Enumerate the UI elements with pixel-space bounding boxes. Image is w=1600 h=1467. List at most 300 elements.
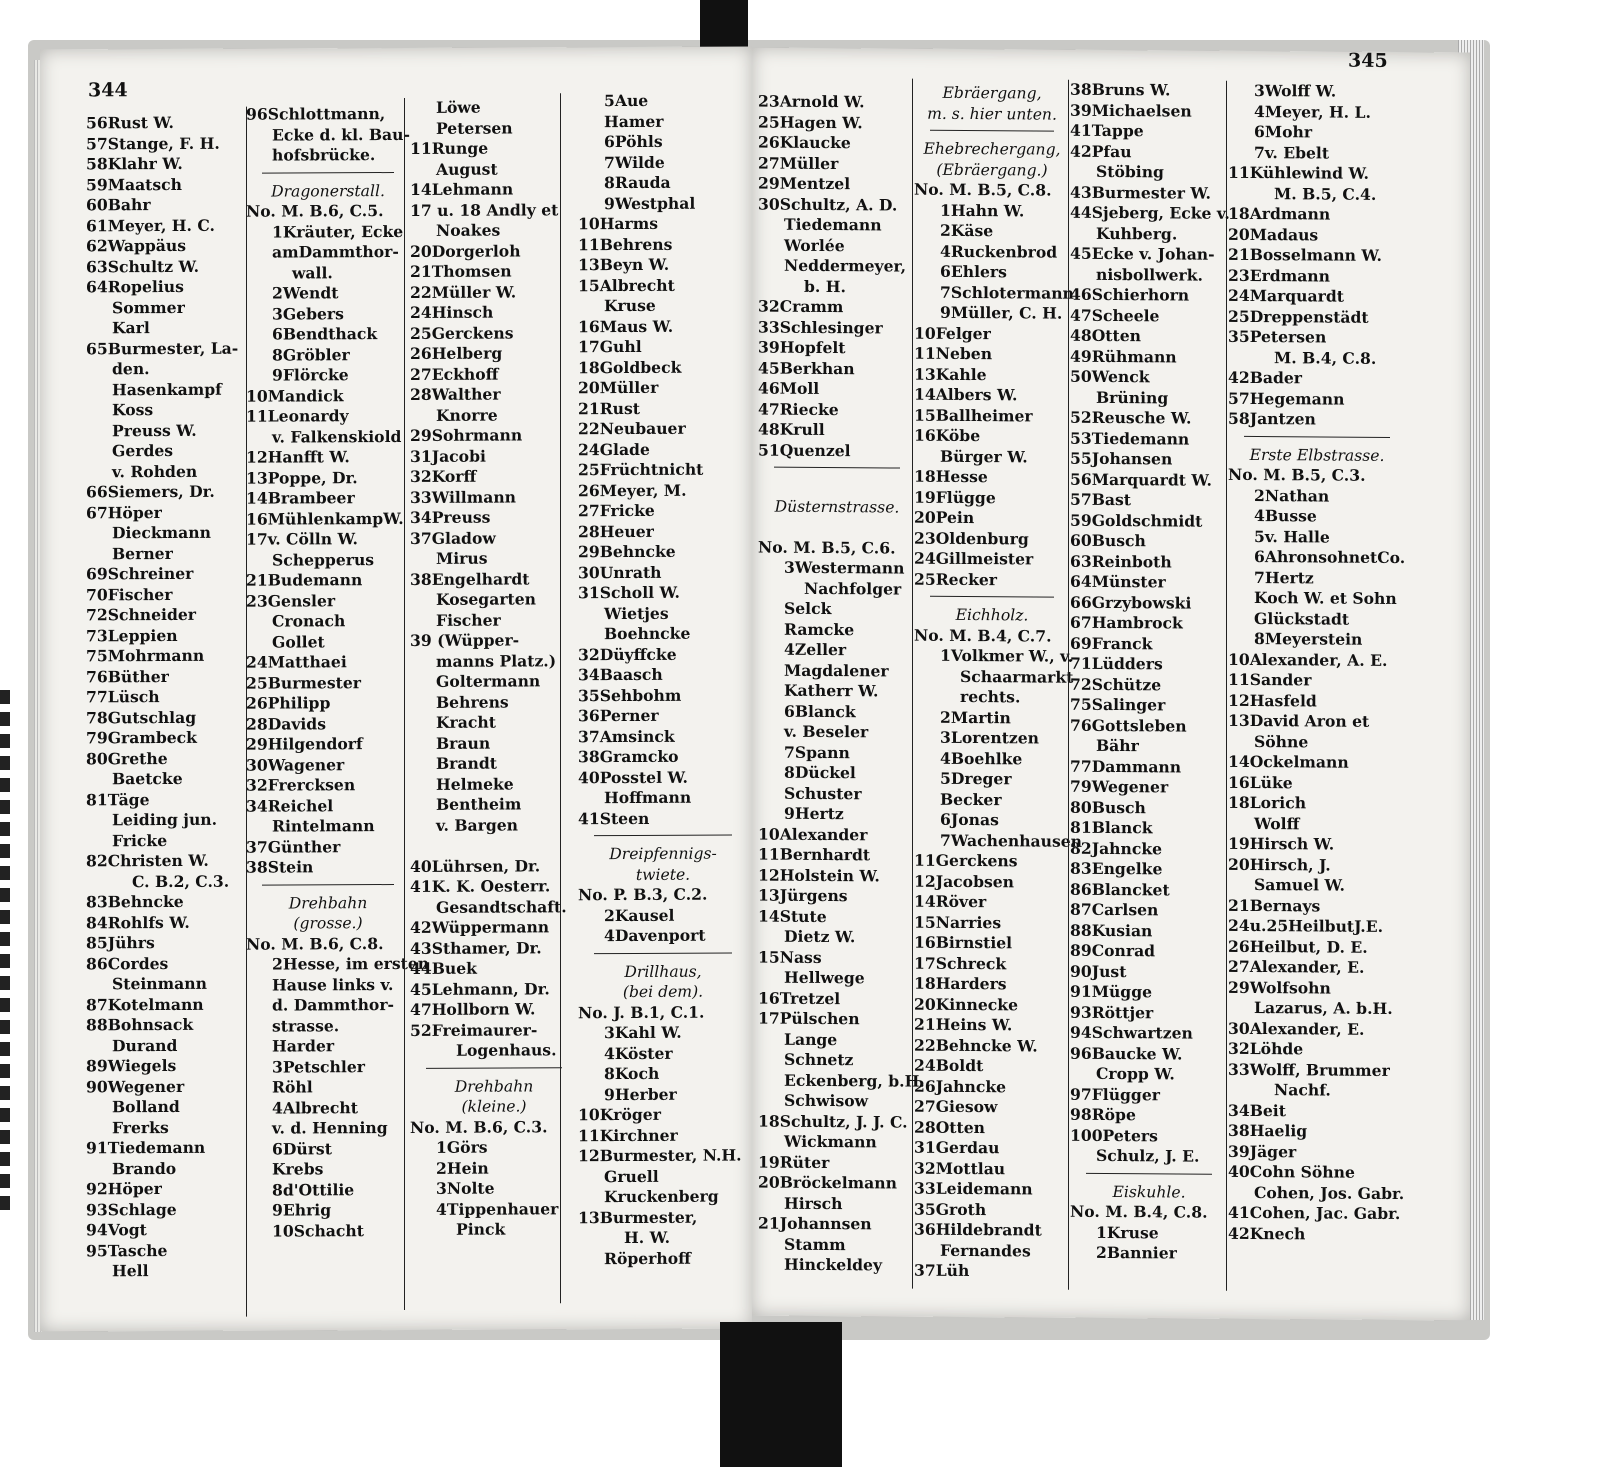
directory-entry: 33Leidemann	[914, 1178, 1033, 1199]
section-rule	[930, 130, 1054, 132]
directory-entry: 25Gerckens	[410, 322, 514, 343]
directory-entry: 16MühlenkampW.	[246, 508, 404, 529]
directory-entry: No. M. B.4, C.7.	[914, 625, 1052, 646]
directory-entry: 8Dückel	[784, 762, 856, 783]
directory-entry: 45Lehmann, Dr.	[410, 978, 550, 999]
directory-entry: 1Görs	[436, 1137, 488, 1157]
directory-entry: Ramcke	[784, 619, 855, 639]
directory-entry: 11Kühlewind W.	[1228, 162, 1369, 183]
directory-entry: 28Walther	[410, 384, 501, 404]
directory-entry: 13Beyn W.	[578, 254, 670, 275]
directory-entry: 4Tippenhauer	[436, 1198, 559, 1219]
directory-entry: 46Schierhorn	[1070, 284, 1190, 305]
column	[86, 113, 246, 1282]
directory-entry: 5Dreger	[940, 768, 1012, 789]
section-rule	[1244, 435, 1390, 437]
directory-entry: Bähr	[1096, 735, 1139, 756]
directory-entry: 25Früchtnicht	[578, 459, 704, 480]
directory-entry: Bürger W.	[940, 446, 1028, 466]
directory-entry: 52Freimaurer-	[410, 1019, 538, 1040]
directory-entry: 35Petersen	[1228, 326, 1327, 347]
directory-entry: d. Dammthor-	[272, 995, 395, 1015]
directory-entry: 2Hein	[436, 1158, 489, 1178]
directory-entry: Fischer	[436, 610, 501, 630]
directory-entry: 47Riecke	[758, 399, 839, 419]
directory-entry: 35Groth	[914, 1199, 987, 1219]
directory-entry: 6Bendthack	[272, 324, 378, 344]
directory-entry: 31Gerdau	[914, 1137, 1000, 1158]
section-rule	[594, 952, 732, 954]
right-page	[752, 47, 1470, 1320]
directory-entry: 72Schneider	[86, 604, 197, 625]
directory-entry: 100Peters	[1070, 1125, 1158, 1145]
directory-entry: 8Gröbler	[272, 344, 350, 365]
directory-entry: 80Busch	[1070, 797, 1146, 817]
directory-entry: 18Hesse	[914, 466, 988, 487]
directory-entry: 24Marquardt	[1228, 285, 1344, 306]
directory-entry: Selck	[784, 598, 832, 619]
directory-entry: 31Jacobi	[410, 446, 486, 466]
directory-entry: C. B.2, C.3.	[132, 871, 230, 891]
directory-entry: 23Gensler	[246, 590, 336, 611]
directory-entry: 4Davenport	[604, 925, 706, 946]
column	[1228, 81, 1406, 1245]
directory-entry: 43Burmester W.	[1070, 182, 1211, 203]
directory-entry: 75Salinger	[1070, 694, 1166, 715]
directory-entry: Steinmann	[112, 973, 207, 994]
column-divider	[246, 107, 247, 1317]
directory-entry: Logenhaus.	[456, 1040, 557, 1060]
directory-entry: Kruckenberg	[604, 1186, 719, 1207]
directory-entry: 38Gramcko	[578, 746, 679, 767]
directory-entry: 16Tretzel	[758, 988, 841, 1008]
directory-entry: 26Meyer, M.	[578, 480, 687, 500]
directory-entry: 94Vogt	[86, 1220, 147, 1240]
directory-entry: 24Boldt	[914, 1055, 984, 1076]
column	[578, 90, 748, 1269]
street-heading: Dragonerstall.	[271, 181, 385, 201]
directory-entry: 86Blancket	[1070, 879, 1170, 899]
directory-entry: 69Schreiner	[86, 563, 194, 584]
directory-entry: 44Buek	[410, 958, 477, 978]
directory-entry: 47Hollborn W.	[410, 999, 536, 1019]
directory-entry: nisbollwerk.	[1096, 264, 1203, 285]
directory-entry: 32Korff	[410, 466, 477, 486]
directory-entry: 38Engelhardt	[410, 568, 530, 589]
directory-entry: 60Bahr	[86, 195, 151, 215]
directory-entry: 94Schwartzen	[1070, 1022, 1193, 1043]
directory-entry: Cronach	[272, 611, 346, 631]
directory-entry: No. M. B.6, C.8.	[246, 933, 384, 954]
directory-entry: 20Kinnecke	[914, 994, 1018, 1014]
directory-entry: 52Reusche W.	[1070, 407, 1192, 428]
directory-entry: 32Frercksen	[246, 775, 356, 795]
directory-entry: Goltermann	[436, 671, 541, 691]
directory-entry: 25Hagen W.	[758, 112, 863, 132]
directory-entry: 10Mandick	[246, 385, 344, 406]
directory-entry: Stamm	[784, 1234, 846, 1254]
directory-entry: Frerks	[112, 1117, 169, 1137]
directory-entry: 1Kräuter, Ecke	[272, 221, 404, 242]
directory-entry: 91Mügge	[1070, 981, 1153, 1002]
directory-entry: Gesandtschaft.	[436, 896, 567, 917]
directory-entry: 91Tiedemann	[86, 1137, 206, 1158]
directory-entry: 33Willmann	[410, 486, 516, 507]
directory-entry: 78Gutschlag	[86, 707, 197, 727]
directory-entry: 7Wilde	[604, 152, 665, 172]
directory-entry: 13Kahle	[914, 364, 987, 384]
directory-entry: 20Pein	[914, 507, 975, 528]
directory-entry: Ecke d. kl. Bau-	[272, 124, 410, 145]
directory-entry: 58Jantzen	[1228, 408, 1316, 429]
directory-entry: 20Madaus	[1228, 224, 1319, 244]
directory-entry: 6Mohr	[1254, 121, 1313, 142]
directory-entry: 41K. K. Oesterr.	[410, 876, 551, 896]
street-heading: (grosse.)	[293, 914, 363, 933]
directory-entry: 37Gladow	[410, 528, 496, 548]
directory-entry: 4Köster	[604, 1043, 673, 1063]
directory-entry: 51Quenzel	[758, 440, 851, 460]
directory-entry: 83Behncke	[86, 891, 184, 912]
directory-entry: 1Volkmer W., v.	[940, 645, 1074, 666]
directory-entry: 26Heilbut, D. E.	[1228, 936, 1368, 957]
directory-entry: 11Behrens	[578, 234, 673, 254]
directory-entry: 20Bröckelmann	[758, 1172, 897, 1193]
directory-entry: 88Bohnsack	[86, 1014, 194, 1035]
directory-entry: 11Sander	[1228, 669, 1312, 690]
directory-entry: 21Heins W.	[914, 1014, 1013, 1035]
directory-entry: 56Rust W.	[86, 112, 174, 133]
directory-entry: b. H.	[804, 276, 846, 296]
directory-entry: 14Albers W.	[914, 384, 1018, 405]
directory-entry: Magdalener	[784, 660, 889, 680]
directory-entry: 18Lorich	[1228, 792, 1307, 813]
directory-entry: Fricke	[112, 830, 168, 850]
directory-entry: No. M. B.4, C.8.	[1070, 1201, 1208, 1222]
column-divider	[912, 79, 913, 1289]
section-rule	[774, 467, 900, 469]
directory-entry: 9Westphal	[604, 193, 696, 213]
directory-entry: Koch W. et Sohn	[1254, 587, 1397, 608]
directory-entry: 3Petschler	[272, 1056, 365, 1077]
directory-entry: 36Hildebrandt	[914, 1219, 1042, 1240]
directory-entry	[758, 476, 916, 498]
directory-entry: 39Michaelsen	[1070, 100, 1192, 121]
column-divider	[1226, 81, 1227, 1291]
directory-entry: 12Burmester, N.H.	[578, 1145, 742, 1166]
directory-entry: v. d. Henning	[272, 1118, 388, 1138]
directory-entry: Brando	[112, 1158, 177, 1178]
directory-entry: 12Holstein W.	[758, 865, 880, 885]
directory-entry: Hamer	[604, 111, 664, 131]
directory-entry: 90Just	[1070, 961, 1127, 981]
section-rule	[594, 835, 732, 837]
directory-entry: Durand	[112, 1035, 178, 1055]
directory-entry: 22Behncke W.	[914, 1035, 1038, 1055]
directory-entry: 27Alexander, E.	[1228, 956, 1365, 977]
directory-entry: 4Ruckenbrod	[940, 241, 1058, 262]
directory-entry: 34Reichel	[246, 795, 334, 816]
directory-entry: 21Bosselmann W.	[1228, 244, 1382, 265]
left-page	[40, 46, 752, 1331]
directory-entry: Löwe	[436, 97, 481, 117]
directory-entry: 20Hirsch, J.	[1228, 854, 1331, 875]
column	[246, 104, 430, 1242]
directory-entry: 17Pülschen	[758, 1008, 860, 1029]
directory-entry: Hell	[112, 1261, 149, 1281]
directory-entry: Schaarmarkt	[960, 666, 1074, 687]
directory-entry: 82Jahncke	[1070, 838, 1163, 858]
directory-entry: 15Ballheimer	[914, 405, 1033, 425]
directory-entry: 7v. Ebelt	[1254, 142, 1330, 163]
directory-entry: 9Herber	[604, 1084, 677, 1104]
directory-entry: 65Burmester, La-	[86, 338, 239, 358]
directory-entry: 26Philipp	[246, 693, 331, 713]
directory-entry: 67Höper	[86, 502, 162, 522]
directory-entry: 23Arnold W.	[758, 91, 865, 112]
directory-entry: Tiedemann	[784, 214, 882, 235]
directory-entry: 34Beit	[1228, 1100, 1286, 1120]
directory-entry: 9Müller, C. H.	[940, 302, 1063, 323]
directory-entry: 71Lüdders	[1070, 653, 1163, 674]
directory-entry: 11Bernhardt	[758, 844, 871, 865]
column	[1070, 80, 1228, 1265]
directory-entry: Sommer	[112, 297, 185, 317]
street-heading: Düsternstrasse.	[774, 497, 900, 517]
directory-entry: 10Harms	[578, 213, 659, 234]
directory-entry: 63Schultz W.	[86, 256, 200, 276]
column-divider	[1068, 80, 1069, 1290]
street-heading: Dreipfennigs-	[609, 844, 717, 864]
directory-entry: 7Schlotermann	[940, 282, 1074, 303]
directory-entry: 18Schultz, J. J. C.	[758, 1111, 908, 1132]
directory-entry: 3Gebers	[272, 303, 344, 324]
directory-entry: 97Flügger	[1070, 1084, 1160, 1104]
page-number-left: 344	[88, 79, 128, 102]
directory-entry: Schwisow	[784, 1090, 869, 1111]
directory-entry: 2Nathan	[1254, 485, 1330, 506]
directory-entry: Samuel W.	[1254, 874, 1345, 895]
directory-entry: 48Otten	[1070, 325, 1141, 346]
directory-entry: 63Reinboth	[1070, 551, 1172, 571]
directory-entry: 3Kahl W.	[604, 1022, 682, 1043]
directory-entry: 93Schlage	[86, 1199, 177, 1219]
directory-entry: 60Busch	[1070, 530, 1146, 551]
directory-entry: 39 (Wüpper-	[410, 630, 520, 650]
directory-entry: 14Ockelmann	[1228, 751, 1349, 772]
directory-entry: 64Ropelius	[86, 276, 184, 297]
directory-entry: 58Klahr W.	[86, 153, 183, 174]
directory-entry: 21Budemann	[246, 570, 363, 590]
directory-entry: Bentheim	[436, 794, 522, 814]
directory-entry: 85Jührs	[86, 933, 155, 953]
directory-entry: 11Gerckens	[914, 850, 1018, 871]
directory-entry: 4Busse	[1254, 505, 1317, 526]
directory-entry: 42Pfau	[1070, 141, 1132, 161]
directory-entry: 37Günther	[246, 836, 341, 857]
directory-entry: 77Lüsch	[86, 687, 160, 707]
directory-entry: 17Guhl	[578, 336, 642, 357]
directory-entry: 9Flörcke	[272, 365, 349, 385]
directory-entry: hofsbrücke.	[272, 145, 376, 165]
directory-entry: Glückstadt	[1254, 608, 1350, 629]
directory-entry: 29Behncke	[578, 541, 676, 562]
directory-entry: Söhne	[1254, 731, 1309, 751]
column	[914, 83, 1083, 1283]
directory-entry: 20Dorgerloh	[410, 240, 521, 261]
directory-entry: 69Franck	[1070, 633, 1153, 653]
directory-entry: 32Düyffcke	[578, 644, 677, 664]
directory-entry	[410, 835, 578, 856]
directory-entry: 18Goldbeck	[578, 357, 682, 377]
section-rule	[1086, 1172, 1212, 1174]
directory-entry: No. M. B.5, C.8.	[914, 179, 1052, 200]
directory-entry: amDammthor-	[272, 241, 399, 262]
directory-entry: 53Tiedemann	[1070, 428, 1190, 449]
directory-entry: 34Preuss	[410, 507, 491, 527]
directory-entry: 2Wendt	[272, 283, 339, 303]
directory-entry: 10Schacht	[272, 1220, 364, 1241]
directory-entry: 66Grzybowski	[1070, 592, 1192, 613]
directory-entry: 24Matthaei	[246, 652, 347, 672]
directory-entry: 26Helberg	[410, 343, 503, 363]
directory-entry: 11Runge	[410, 138, 489, 158]
directory-entry: Hellwege	[784, 967, 865, 988]
directory-entry: 13David Aron et	[1228, 710, 1370, 731]
directory-entry: 36Perner	[578, 705, 659, 726]
directory-entry: 39Hopfelt	[758, 337, 846, 358]
directory-entry: 8d'Ottilie	[272, 1179, 355, 1200]
directory-entry: Dieckmann	[112, 522, 211, 543]
street-heading: Eiskuhle.	[1112, 1182, 1186, 1202]
directory-entry: Röperhoff	[604, 1248, 691, 1268]
directory-entry: Rintelmann	[272, 816, 375, 836]
directory-entry: M. B.5, C.4.	[1274, 183, 1377, 204]
directory-entry: Krebs	[272, 1159, 324, 1179]
directory-entry: manns Platz.)	[436, 650, 557, 671]
street-heading: Eichholz.	[955, 605, 1029, 625]
directory-entry: 2Martin	[940, 707, 1011, 727]
directory-entry: 16Köbe	[914, 425, 981, 446]
directory-entry: 13Burmester,	[578, 1207, 698, 1227]
directory-entry: 14Röver	[914, 891, 987, 912]
directory-entry: 98Röpe	[1070, 1104, 1136, 1125]
directory-entry: 81Blanck	[1070, 817, 1153, 838]
directory-entry: 17v. Cölln W.	[246, 529, 358, 549]
directory-entry: Gerdes	[112, 440, 174, 461]
directory-entry: 41Tappe	[1070, 120, 1144, 141]
directory-entry: 3Nolte	[436, 1178, 495, 1198]
directory-entry: 49Rühmann	[1070, 346, 1177, 366]
directory-entry: Cohen, Jos. Gabr.	[1254, 1182, 1405, 1203]
directory-entry: 22Neubauer	[578, 418, 686, 439]
directory-entry: 95Tasche	[86, 1240, 168, 1260]
directory-entry: 27Fricke	[578, 500, 655, 521]
directory-entry: 25Dreppenstädt	[1228, 306, 1369, 327]
directory-entry: Kruse	[604, 295, 656, 316]
directory-entry: 5Aue	[604, 90, 649, 111]
directory-entry: 24Gillmeister	[914, 548, 1034, 569]
directory-entry: 45Berkhan	[758, 358, 855, 378]
directory-entry: Knorre	[436, 405, 498, 425]
directory-entry: 2Kausel	[604, 905, 675, 925]
directory-entry: 25Burmester	[246, 672, 361, 693]
directory-entry: Katherr W.	[784, 680, 879, 701]
directory-entry: 6Ehlers	[940, 261, 1007, 282]
directory-entry: 4Albrecht	[272, 1097, 358, 1118]
directory-entry: 9Hertz	[784, 803, 844, 824]
directory-entry: Hinckeldey	[784, 1254, 883, 1275]
directory-entry: 38Haelig	[1228, 1120, 1308, 1141]
directory-entry: Boehncke	[604, 623, 691, 644]
directory-entry: rechts.	[960, 686, 1021, 707]
directory-entry: 37Lüh	[914, 1260, 970, 1281]
directory-entry: 10Kröger	[578, 1104, 661, 1125]
directory-entry: 12Jacobsen	[914, 871, 1015, 891]
directory-entry: 42Knech	[1228, 1223, 1306, 1243]
directory-entry: 37Amsinck	[578, 726, 675, 746]
directory-entry: Dietz W.	[784, 926, 856, 947]
directory-entry: Harder	[272, 1036, 335, 1056]
directory-entry: Wickmann	[784, 1131, 877, 1152]
directory-entry: 3Lorentzen	[940, 727, 1040, 748]
directory-entry: 29Wolfsohn	[1228, 977, 1331, 998]
directory-entry: 11Leonardy	[246, 406, 349, 426]
directory-entry: 73Leppien	[86, 625, 178, 645]
directory-entry: 38Bruns W.	[1070, 79, 1171, 100]
directory-entry: 27Eckhoff	[410, 364, 499, 384]
street-heading: m. s. hier unten.	[927, 104, 1057, 124]
directory-entry: 47Scheele	[1070, 305, 1160, 325]
directory-entry: wall.	[292, 262, 333, 282]
directory-entry: 93Röttjer	[1070, 1002, 1154, 1022]
directory-entry: 23Erdmann	[1228, 265, 1330, 286]
directory-entry: Cropp W.	[1096, 1063, 1175, 1084]
street-heading: Ehebrechergang,	[923, 139, 1061, 159]
directory-entry: 41Steen	[578, 808, 650, 828]
directory-entry: Pinck	[456, 1219, 506, 1239]
directory-entry: Kosegarten	[436, 589, 536, 609]
directory-entry: 96Baucke W.	[1070, 1043, 1183, 1063]
directory-entry: 55Johansen	[1070, 448, 1173, 469]
directory-entry: 2Bannier	[1096, 1242, 1177, 1263]
directory-entry: v. Beseler	[784, 721, 869, 742]
directory-entry: Schulz, J. E.	[1096, 1145, 1200, 1166]
directory-entry: 40Lührsen, Dr.	[410, 855, 541, 876]
directory-entry: strasse.	[272, 1015, 340, 1036]
directory-entry: 33Wolff, Brummer	[1228, 1059, 1390, 1080]
directory-entry: 10Alexander	[758, 824, 868, 844]
directory-entry: 12Hasfeld	[1228, 690, 1317, 710]
directory-entry: Eckenberg, b.H.	[784, 1070, 925, 1091]
directory-entry: 81Täge	[86, 789, 150, 809]
directory-entry: No. M. B.6, C.5.	[246, 201, 384, 221]
directory-entry: August	[436, 159, 498, 179]
directory-entry: 3Westermann	[784, 557, 905, 578]
directory-entry: 25Recker	[914, 569, 998, 589]
ruler-strip	[0, 690, 10, 1210]
directory-entry: 16Birnstiel	[914, 932, 1013, 953]
directory-entry: 26Klaucke	[758, 132, 851, 153]
directory-entry: 59Maatsch	[86, 174, 182, 194]
directory-entry: 21Thomsen	[410, 261, 512, 281]
directory-entry: 10Alexander, A. E.	[1228, 649, 1388, 670]
directory-entry: 40Cohn Söhne	[1228, 1161, 1355, 1182]
directory-entry: 76Gottsleben	[1070, 715, 1187, 736]
directory-entry: 26Jahncke	[914, 1076, 1007, 1096]
directory-entry: 8Meyerstein	[1254, 628, 1363, 649]
directory-entry: 6Pöhls	[604, 131, 663, 152]
